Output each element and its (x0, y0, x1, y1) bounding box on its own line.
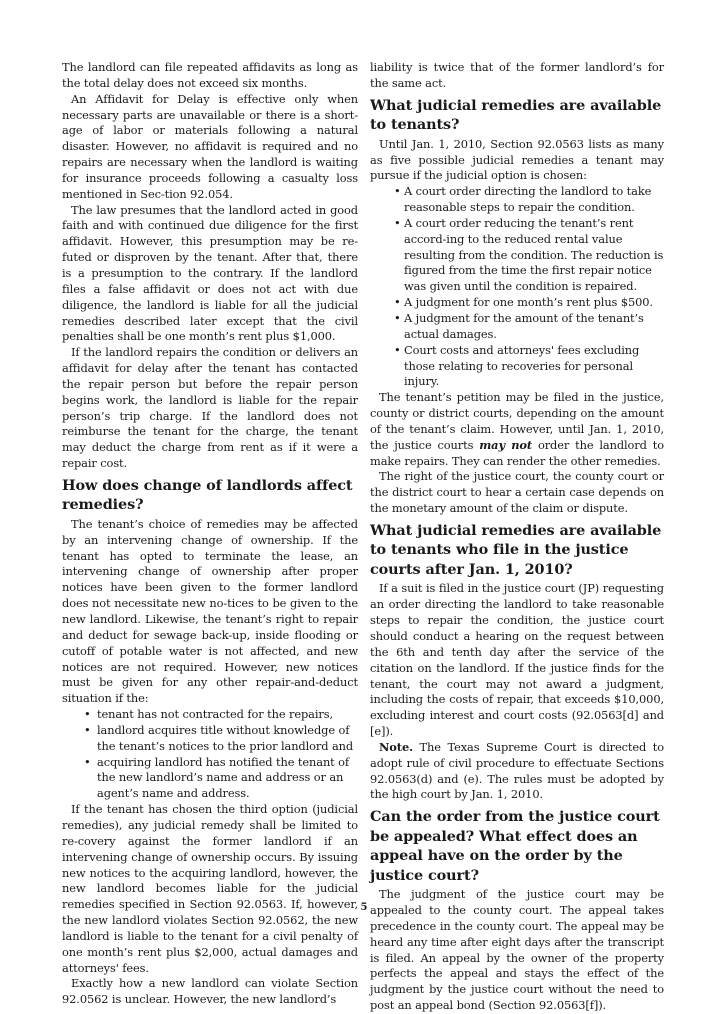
bullet-icon: • (394, 295, 401, 310)
bullet-icon: • (394, 342, 401, 357)
emphasis-may-not: may not (479, 437, 533, 452)
note-label: Note. (379, 739, 413, 754)
bullet-icon: • (84, 754, 91, 769)
heading-justice-courts-2010: What judicial remedies are available to tenants who file in the justice courts after Jan. 1, 2010? (370, 521, 662, 578)
paragraph-affidavit-delay: The landlord can file repeated affidavits as long as the total delay does not exceed six months. (62, 60, 358, 90)
heading-change-of-landlords: How does change of landlords affect remedies? (62, 476, 353, 514)
paragraph-change-ownership: The tenant’s choice of remedies may be affected by an intervening change of ownership. If the tenant has opted to terminate the lease, an intervening change of ownership after proper notices have been given to the former landlord does not necessitate new no-tices to be given to the new landlord. Likewise, the tenant’s right to repair and deduct for sewage back-up, inside flooding or cutoff of potable water is not affected, and new notices are not required. However, new notices must be given for any other repair-and-deduct situation if the: (62, 516, 358, 706)
list-item: • acquiring landlord has notified the tenant of the new landlord’s name and address or an agent’s name and address. (84, 754, 350, 801)
bullet-icon: • (394, 215, 401, 230)
list-item: • landlord acquires title without knowledge of the tenant’s notices to the prior landlord and (84, 722, 354, 753)
list-item: • A judgment for the amount of the tenant’s actual damages. (394, 310, 644, 341)
paragraph-liability-twice: liability is twice that of the former landlord’s for the same act. (370, 60, 664, 90)
bullet-icon: • (84, 707, 91, 722)
bullet-icon: • (84, 722, 91, 737)
paragraph-five-remedies: Until Jan. 1, 2010, Section 92.0563 lists as many as five possible judicial remedies a tenant may pursue if the judicial option is chosen: (370, 136, 664, 183)
paragraph-unclear-violation: Exactly how a new landlord can violate Section 92.0562 is unclear. However, the new landlord’s (62, 976, 358, 1007)
paragraph-presumption: The law presumes that the landlord acted in good faith and with continued due diligence for the first affidavit. However, this presumption may be re-futed or disproven by the tenant. After that, there is a presumption to the contrary. If the landlord files a false affidavit or does not act with due diligence, the landlord is liable for all the judicial remedies described later except that the civil penalties shall be one month’s rent plus $1,000. (62, 202, 358, 344)
bullet-icon: • (394, 184, 401, 199)
heading-judicial-remedies: What judicial remedies are available to tenants? (370, 96, 662, 134)
list-item: • tenant has not contracted for the repairs, (84, 707, 333, 722)
paragraph-jp-suit: If a suit is filed in the justice court (JP) requesting an order directing the landlord to take reasonable steps to repair the condition, the justice court should conduct a hearing on the request between the 6th and tenth day after the service of the citation on the landlord. If the justice finds for the tenant, the court may not award a judgment, including the costs of repair, that exceeds $10,000, excluding interest and court costs (92.0563[d] and [e]). (370, 581, 664, 739)
list-item: • A court order reducing the tenant’s rent accord-ing to the reduced rental value resulting from the condition. The reduction is figured from the time the first repair notice was given until the condition is repaired. (394, 215, 664, 294)
paragraph-trip-charge: If the landlord repairs the condition or delivers an affidavit for delay after the tenant has contacted the repair person but before the repair person begins work, the landlord is liable for the repair person’s trip charge. If the landlord does not reimburse the tenant for the charge, the tenant may deduct the charge from rent as if it were a repair cost. (62, 345, 358, 471)
list-judicial-remedies (370, 184, 664, 390)
list-item: • Court costs and attorneys' fees excluding those relating to recoveries for personal injury. (394, 342, 640, 389)
heading-appeal: Can the order from the justice court be appealed? What effect does an appeal have on the order by the justice court? (370, 808, 660, 884)
paragraph-third-option: If the tenant has chosen the third option (judicial remedies), any judicial remedy shall be limited to re-covery against the former landlord if an intervening change of ownership occurs. By issuing new notices to the acquiring landlord, however, the new landlord becomes liable for the judicial remedies specified in Section 92.0563. If, however, the new landlord violates Section 92.0562, the new landlord is liable to the tenant for a civil penalty of one month’s rent plus $2,000, actual damages and attorneys' fees. (62, 802, 358, 975)
paragraph-affidavit-effective: An Affidavit for Delay is effective only when necessary parts are unavailable or there is a short-age of labor or materials following a natural disaster. However, no affidavit is required and no repairs are necessary when the landlord is waiting for insurance proceeds following a casualty loss mentioned in Sec-tion 92.054. (62, 91, 358, 201)
right-column (370, 60, 664, 1014)
bullet-icon: • (394, 310, 401, 325)
paragraph-petition-courts: The tenant’s petition may be filed in the justice, county or district courts, depending on the amount of the tenant’s claim. However, until Jan. 1, 2010, the justice courts may not order the landlord to make repairs. They can render the other remedies. (370, 390, 664, 468)
paragraph-note: Note. The Texas Supreme Court is directed to adopt rule of civil procedure to effectuate Sections 92.0563(d) and (e). The rules must be adopted by the high court by Jan. 1, 2010. (370, 739, 664, 802)
paragraph-appeal: The judgment of the justice court may be appealed to the county court. The appeal takes precedence in the county court. The appeal may be heard any time after eight days after the transcript is filed. An appeal by the owner of the property perfects the appeal and stays the effect of the judgment by the justice court without the need to post an appeal bond (Section 92.0563[f]). (370, 887, 664, 1013)
left-column (62, 60, 358, 1008)
list-item: • A court order directing the landlord to take reasonable steps to repair the condition. (394, 184, 652, 215)
paragraph-court-jurisdiction: The right of the justice court, the county court or the district court to hear a certain case depends on the monetary amount of the claim or dispute. (370, 469, 664, 516)
page-number: 5 (360, 902, 368, 913)
list-item: • A judgment for one month’s rent plus $500. (394, 295, 653, 310)
list-new-notice-conditions (62, 707, 358, 802)
